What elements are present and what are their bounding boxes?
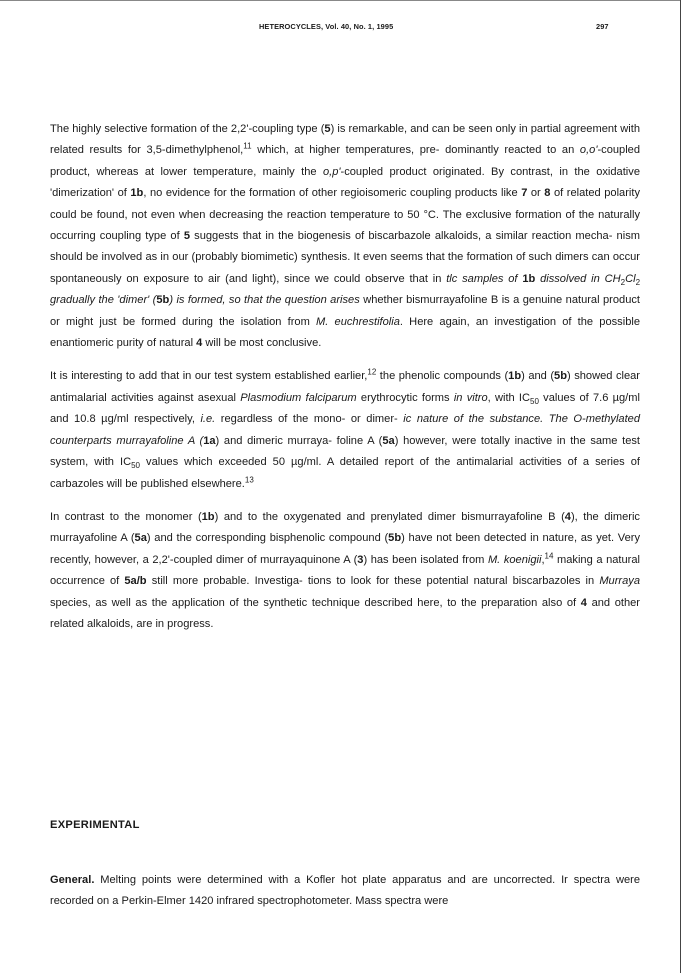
text-run: making a natural occurrence of <box>50 553 640 588</box>
text-run: ) and to the oxygenated and prenylated dimer bismurrayafoline B ( <box>214 510 565 523</box>
text-run: Plasmodium falciparum <box>240 391 357 404</box>
text-run: The highly selective formation of the 2,2'-coupling type ( <box>50 123 325 135</box>
text-run: still more probable. Investiga- tions to look for these potential natural biscarbazoles in <box>146 575 600 588</box>
text-run: , <box>541 553 545 566</box>
text-run: 14 <box>544 551 554 561</box>
text-run: 1a <box>203 434 216 447</box>
text-run: i.e. <box>200 413 216 426</box>
text-run: ), the dimeric murrayafoline A ( <box>50 510 640 545</box>
journal-citation: HETEROCYCLES, Vol. 40, No. 1, 1995 <box>259 22 394 31</box>
text-run: will be most conclusive. <box>202 337 322 350</box>
text-run: It is interesting to add that in our test system established earlier, <box>50 370 368 383</box>
text-run: in vitro <box>453 391 488 404</box>
text-run: 5 <box>183 230 190 243</box>
text-run: 5 <box>324 123 331 135</box>
text-run: , no evidence for the formation of other regioisomeric coupling products like <box>143 187 522 200</box>
text-run: 4 <box>580 596 587 609</box>
text-run: 7 <box>521 187 528 200</box>
text-run: ) showed clear antimalarial activities against asexual <box>50 370 641 404</box>
general-label: General. <box>50 874 95 886</box>
text-run: of related polarity could be found, not even when decreasing the reaction temperature to 50 °C. The exclusive formation of the naturally occurring coupling type of <box>50 187 640 243</box>
text-run: dissolved in CH <box>535 272 621 285</box>
text-run: ) have not been detected in nature, as yet. Very recently, however, a 2,2'-coupled dimer of murrayaquinone A ( <box>50 532 640 566</box>
text-run: M. euchrestifolia <box>316 315 400 328</box>
text-run: 4 <box>564 510 571 523</box>
text-run: -coupled product originated. By contrast, in the oxidative 'dimerization' of <box>50 165 640 200</box>
text-run: 5b <box>156 294 170 307</box>
text-run: 4 <box>196 337 203 350</box>
text-run: ) is remarkable, and can be seen only in partial agreement with related results for 3,5-dimethylphenol, <box>50 123 640 157</box>
text-run: ) however, were totally inactive in the same test system, with IC <box>50 434 641 469</box>
text-run: which, at higher temperatures, pre- dominantly reacted to an <box>251 144 580 157</box>
paragraph-coupling-selectivity <box>50 119 640 354</box>
text-run: and other related alkaloids, are in progress. <box>50 596 640 630</box>
text-run: 5b <box>388 532 402 545</box>
text-run: 1b <box>522 272 536 285</box>
top-edge-line <box>0 0 681 1</box>
text-run: values which exceeded 50 µg/ml. A detailed report of the antimalarial activities of a series of carbazoles will be published elsewhere. <box>50 456 641 490</box>
text-run: In contrast to the monomer ( <box>50 510 202 523</box>
text-run: erythrocytic forms <box>356 391 454 404</box>
text-run: -coupled product, whereas at lower temperature, mainly the <box>50 144 641 178</box>
text-run: 2 <box>635 278 641 288</box>
paragraph-general-methods <box>50 870 640 913</box>
text-run: whether bismurrayafoline B is a genuine natural product or might just be formed during the isolation from <box>50 294 640 328</box>
text-run: ic nature of the substance. The O-methylated counterparts murrayafoline A ( <box>50 413 641 447</box>
text-run: ) has been isolated from <box>363 553 488 566</box>
text-run: Cl <box>625 272 636 285</box>
text-run: o,p' <box>322 165 341 178</box>
text-run: 5a/b <box>124 575 147 588</box>
text-run: 50 <box>530 397 539 407</box>
text-run: M. koenigii <box>487 553 542 566</box>
text-run: 50 <box>131 461 141 471</box>
text-run: or <box>527 187 545 200</box>
text-run: ) and the corresponding bisphenolic compound ( <box>146 532 389 545</box>
paragraph-antimalarial-activity <box>50 366 640 494</box>
text-run: . Here again, an investigation of the possible enantiomeric purity of natural <box>50 315 640 350</box>
text-run: the phenolic compounds ( <box>376 370 509 383</box>
section-heading-experimental: EXPERIMENTAL <box>50 819 140 831</box>
text-run: regardless of the mono- or dimer- <box>215 413 404 426</box>
general-text: Melting points were determined with a Kofler hot plate apparatus and are uncorrected. Ir spectra were recorded on a Perkin-Elmer 1420 infrared spectrophotometer. Mass spectra were <box>50 874 640 908</box>
text-run: 13 <box>244 474 254 484</box>
text-run: species, as well as the application of the synthetic technique described here, to the preparation also of <box>50 596 581 609</box>
text-run: ) and dimeric murraya- foline A ( <box>215 434 383 447</box>
text-run: 5a <box>134 532 147 545</box>
text-run: ) is formed, so that the question arises <box>169 294 360 307</box>
text-run: values of 7.6 µg/ml and 10.8 µg/ml respectively, <box>50 391 640 426</box>
text-run: o,o' <box>579 144 598 157</box>
text-run: 8 <box>544 187 551 200</box>
paragraph-natural-occurrence <box>50 507 640 635</box>
body-text <box>50 119 640 647</box>
text-run: 5b <box>554 370 567 383</box>
text-run: Murraya <box>599 575 640 588</box>
text-run: suggests that in the biogenesis of biscarbazole alkaloids, a similar reaction mecha- nism should be involved as in our (probably biomimetic) synthesis. It even seems that the formation of such dimers can occur spontaneously on exposure to air (and light), since we could observe that in <box>50 230 640 285</box>
text-run: 12 <box>367 367 377 377</box>
right-edge-line <box>680 0 681 973</box>
text-run: , with IC <box>487 391 531 404</box>
text-run: 2 <box>620 278 626 288</box>
page-number: 297 <box>596 22 609 31</box>
text-run: gradually the 'dimer' ( <box>50 294 157 307</box>
text-run: 1b <box>130 187 144 200</box>
text-run: 5a <box>382 434 395 447</box>
text-run: 1b <box>201 510 215 523</box>
text-run: 11 <box>243 141 252 151</box>
text-run: 1b <box>508 370 522 383</box>
text-run: 3 <box>357 553 364 566</box>
text-run: tlc samples of <box>446 272 523 285</box>
text-run: ) and ( <box>521 370 555 383</box>
